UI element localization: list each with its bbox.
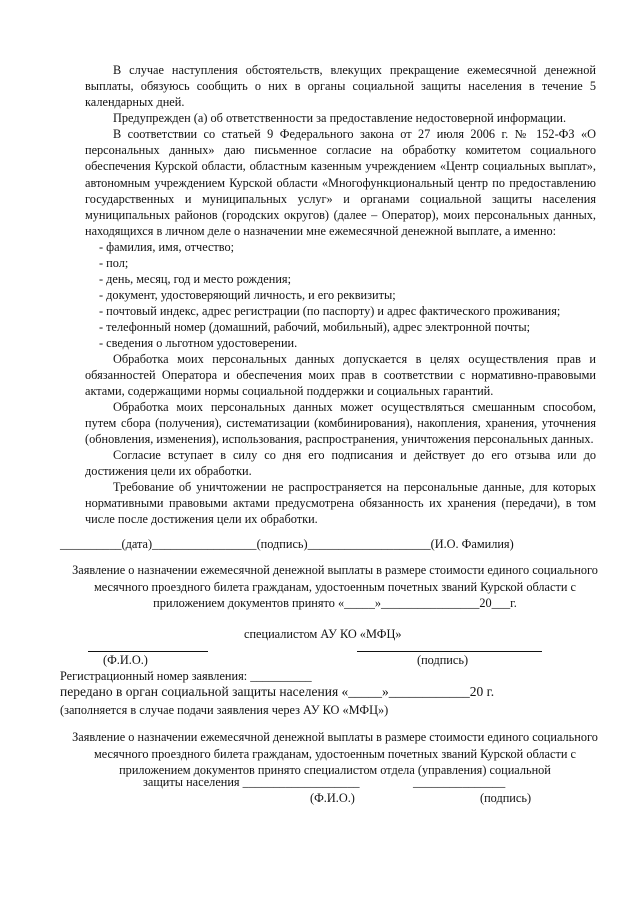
list-item: - фамилия, имя, отчество;: [99, 240, 235, 254]
signature-line: [357, 651, 542, 652]
registration-number-label: Регистрационный номер заявления: __________: [60, 669, 312, 683]
list-item: - почтовый индекс, адрес регистрации (по паспорту) и адрес фактического проживания;: [99, 304, 561, 318]
paragraph-consent-validity: Согласие вступает в силу со дня его подписания и действует до его отзыва или до достижения цели их обработки.: [85, 448, 596, 479]
list-item: - день, месяц, год и место рождения;: [99, 272, 292, 286]
transferred-label: передано в орган социальной защиты населения «_____»____________20 г.: [60, 684, 495, 699]
paragraph-termination-notice: В случае наступления обстоятельств, влекущих прекращение ежемесячной денежной выплаты, обязуюсь сообщить о них в органы социальной защиты населения в течение 5 календарных дней.: [85, 63, 596, 110]
list-item: - пол;: [99, 256, 129, 270]
paragraph-consent: В соответствии со статьей 9 Федерального закона от 27 июля 2006 г. № 152-ФЗ «О персональных данных» даю письменное согласие на обработку комитетом социального обеспечения Курской области, областным казенным учреждением «Центр социальных выплат», автономным учреждением Курской области «Многофункциональный центр по предоставлению государственных и муниципальных услуг» и органами социальной защиты населения муниципальных районов (городских округов) (далее – Оператор), моих персональных данных, находящихся в личном деле о назначении мне ежемесячной денежной выплате, а именно:: [85, 127, 596, 239]
specialist-label: специалистом АУ КО «МФЦ»: [244, 627, 402, 641]
signature-caption: (подпись): [417, 653, 469, 667]
paragraph-processing-purpose: Обработка моих персональных данных допускается в целях осуществления прав и обязанностей Оператора и обеспечения моих прав в соответствии с нормативно-правовыми актами, содержащими нормы социальной поддержки и социальных гарантий.: [85, 352, 596, 399]
signature-line-2: _______________: [413, 775, 506, 789]
paragraph-processing-method: Обработка моих персональных данных может осуществляться смешанным способом, путем сбора (получения), систематизации (комбинирования), накопления, хранения, уточнения (обновления, изменения), использования, распространения, уничтожения персональных данных.: [85, 400, 596, 447]
social-protection-line: защиты населения ___________________: [143, 775, 360, 789]
signature-row: __________(дата)_________________(подпись)____________________(И.О. Фамилия): [60, 537, 514, 551]
application-acceptance-mfc: Заявление о назначении ежемесячной денежной выплаты в размере стоимости единого социального месячного проездного билета гражданам, удостоенным почетных званий Курской области с приложением документов принято «_____»________________20___г.: [72, 563, 598, 610]
signature-caption-2: (подпись): [480, 791, 532, 805]
paragraph-responsibility-warning: Предупрежден (а) об ответственности за предоставление недостоверной информации.: [113, 111, 567, 125]
paragraph-destruction-requirement: Требование об уничтожении не распространяется на персональные данные, для которых нормативными правовыми актами предусмотрена обязанность их хранения (передачи), в том числе после достижения цели их обработки.: [85, 480, 596, 527]
fio-line: [88, 651, 208, 652]
list-item: - сведения о льготном удостоверении.: [99, 336, 298, 350]
list-item: - телефонный номер (домашний, рабочий, мобильный), адрес электронной почты;: [99, 320, 531, 334]
fio-caption-2: (Ф.И.О.): [310, 791, 355, 805]
list-item: - документ, удостоверяющий личность, и его реквизиты;: [99, 288, 396, 302]
mfc-note: (заполняется в случае подачи заявления через АУ КО «МФЦ»): [60, 703, 389, 717]
application-acceptance-social: Заявление о назначении ежемесячной денежной выплаты в размере стоимости единого социального месячного проездного билета гражданам, удостоенным почетных званий Курской области с приложением документов принято специалистом отдела (управления) социальной: [72, 730, 598, 777]
fio-caption: (Ф.И.О.): [103, 653, 148, 667]
